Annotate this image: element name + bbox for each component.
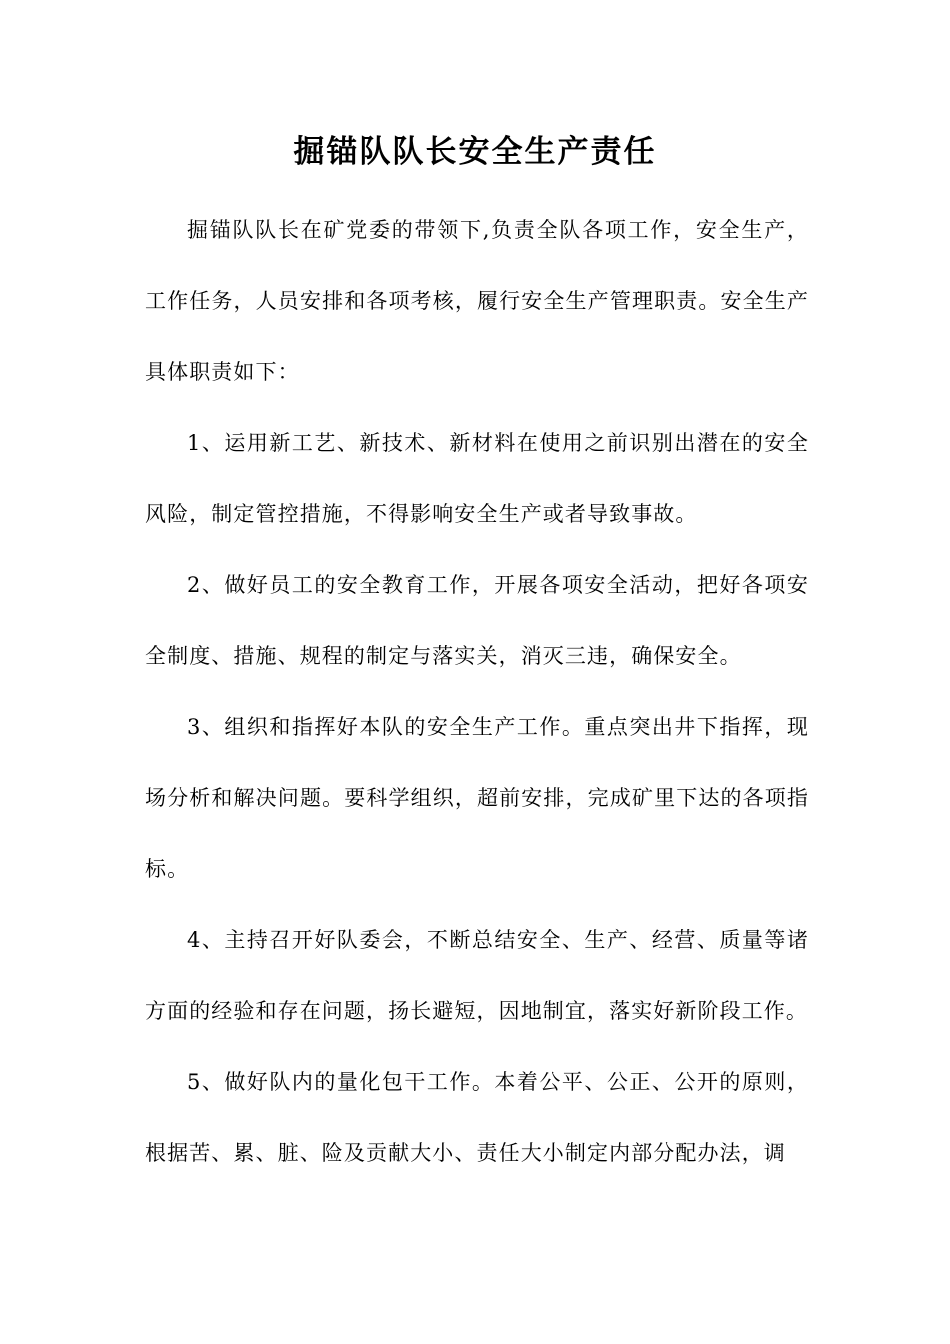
document-title: 掘锚队队长安全生产责任 <box>293 134 657 170</box>
duty-item-2: 2、做好员工的安全教育工作，开展各项安全活动，把好各项安全制度、措施、规程的制定与落实关，消灭三违，确保安全。 <box>145 573 809 668</box>
duty-item-4: 4、主持召开好队委会，不断总结安全、生产、经营、质量等诸方面的经验和存在问题，扬长避短，因地制宜，落实好新阶段工作。 <box>145 928 809 1023</box>
intro-paragraph: 掘锚队队长在矿党委的带领下,负责全队各项工作，安全生产，工作任务，人员安排和各项考核，履行安全生产管理职责。安全生产具体职责如下： <box>145 218 809 384</box>
duty-item-1: 1、运用新工艺、新技术、新材料在使用之前识别出潜在的安全风险，制定管控措施，不得影响安全生产或者导致事故。 <box>145 431 809 526</box>
duty-item-5: 5、做好队内的量化包干工作。本着公平、公正、公开的原则，根据苦、累、脏、险及贡献大小、责任大小制定内部分配办法，调 <box>145 1070 809 1165</box>
document-body <box>145 195 809 1189</box>
duty-item-3: 3、组织和指挥好本队的安全生产工作。重点突出井下指挥，现场分析和解决问题。要科学组织，超前安排，完成矿里下达的各项指标。 <box>145 715 809 881</box>
